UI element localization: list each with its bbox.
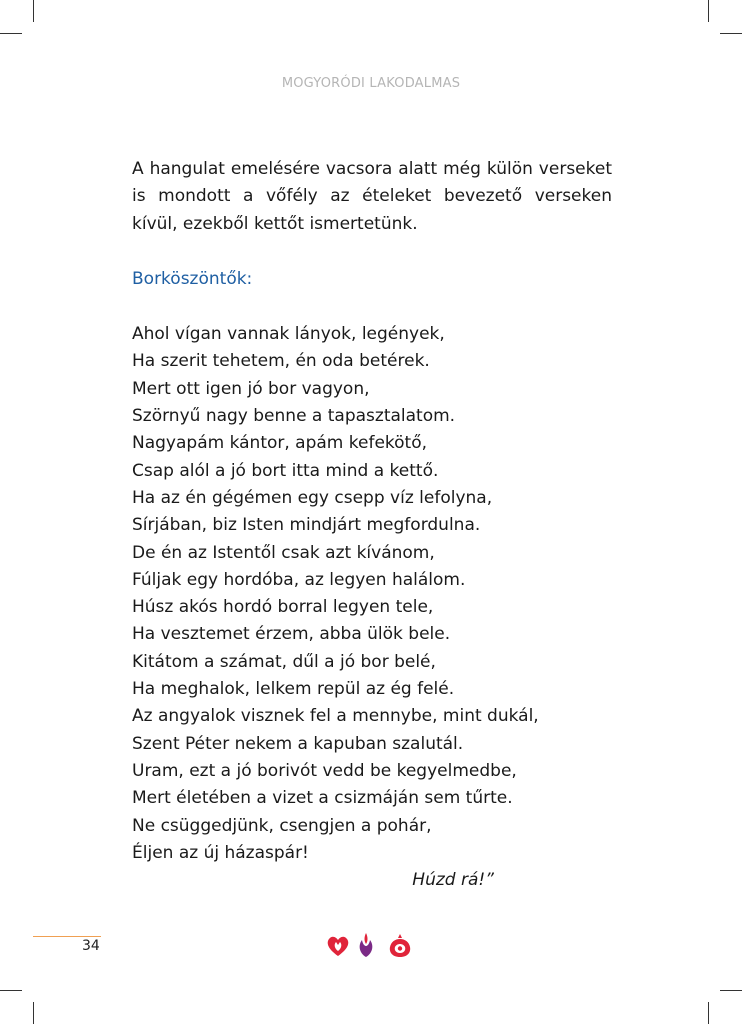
pomegranate-icon bbox=[390, 934, 410, 957]
verse-line: Mert ott igen jó bor vagyon, bbox=[132, 378, 370, 399]
verse-line: De én az Istentől csak azt kívánom, bbox=[132, 542, 435, 563]
verse-line: Ha az én gégémen egy csepp víz lefolyna, bbox=[132, 487, 493, 508]
crop-mark bbox=[0, 990, 22, 991]
section-heading: Borköszöntők: bbox=[132, 268, 253, 289]
verse-line: Ha meghalok, lelkem repül az ég felé. bbox=[132, 679, 455, 700]
verse-line: Fúljak egy hordóba, az legyen halálom. bbox=[132, 569, 466, 590]
verse bbox=[132, 321, 612, 867]
intro-paragraph: A hangulat emelésére vacsora alatt még külön verseket is mondott a vőfély az ételeket bevezető verseken kívül, ezekből kettőt ismertetünk. bbox=[132, 159, 612, 234]
verse-line: Szörnyű nagy benne a tapasztalatom. bbox=[132, 406, 456, 427]
verse-line: Ne csüggedjünk, csengjen a pohár, bbox=[132, 815, 432, 836]
verse-line: Csap alól a jó bort itta mind a kettő. bbox=[132, 460, 439, 481]
verse-line: Ha szerit tehetem, én oda betérek. bbox=[132, 351, 430, 372]
verse-line: Sírjában, biz Isten mindjárt megfordulna. bbox=[132, 515, 481, 536]
tulip-bud-icon bbox=[360, 933, 373, 957]
crop-mark bbox=[708, 1002, 709, 1024]
verse-line: Ahol vígan vannak lányok, legények, bbox=[132, 324, 445, 345]
verse-line: Ha vesztemet érzem, abba ülök bele. bbox=[132, 624, 451, 645]
crop-mark bbox=[33, 0, 34, 22]
closing-line: Húzd rá!” bbox=[412, 870, 494, 891]
heart-tulip-icon bbox=[328, 937, 349, 956]
verse-line: Húsz akós hordó borral legyen tele, bbox=[132, 597, 434, 618]
footer-ornaments bbox=[324, 930, 414, 960]
verse-line: Mert életében a vizet a csizmáján sem tűrte. bbox=[132, 788, 513, 809]
crop-mark bbox=[0, 33, 22, 34]
crop-mark bbox=[720, 33, 742, 34]
crop-mark bbox=[33, 1002, 34, 1024]
verse-line: Kitátom a számat, dűl a jó bor belé, bbox=[132, 651, 436, 672]
page-content bbox=[132, 156, 612, 894]
verse-line: Nagyapám kántor, apám kefekötő, bbox=[132, 433, 428, 454]
crop-mark bbox=[720, 990, 742, 991]
verse-line: Szent Péter nekem a kapuban szalutál. bbox=[132, 733, 464, 754]
verse-line: Az angyalok visznek fel a mennybe, mint dukál, bbox=[132, 706, 539, 727]
footer-rule bbox=[33, 936, 101, 937]
running-head: MOGYORÓDI LAKODALMAS bbox=[281, 76, 461, 91]
crop-mark bbox=[708, 0, 709, 22]
page-number: 34 bbox=[82, 938, 100, 954]
verse-line: Uram, ezt a jó borivót vedd be kegyelmedbe, bbox=[132, 760, 517, 781]
verse-line: Éljen az új házaspár! bbox=[132, 842, 309, 863]
